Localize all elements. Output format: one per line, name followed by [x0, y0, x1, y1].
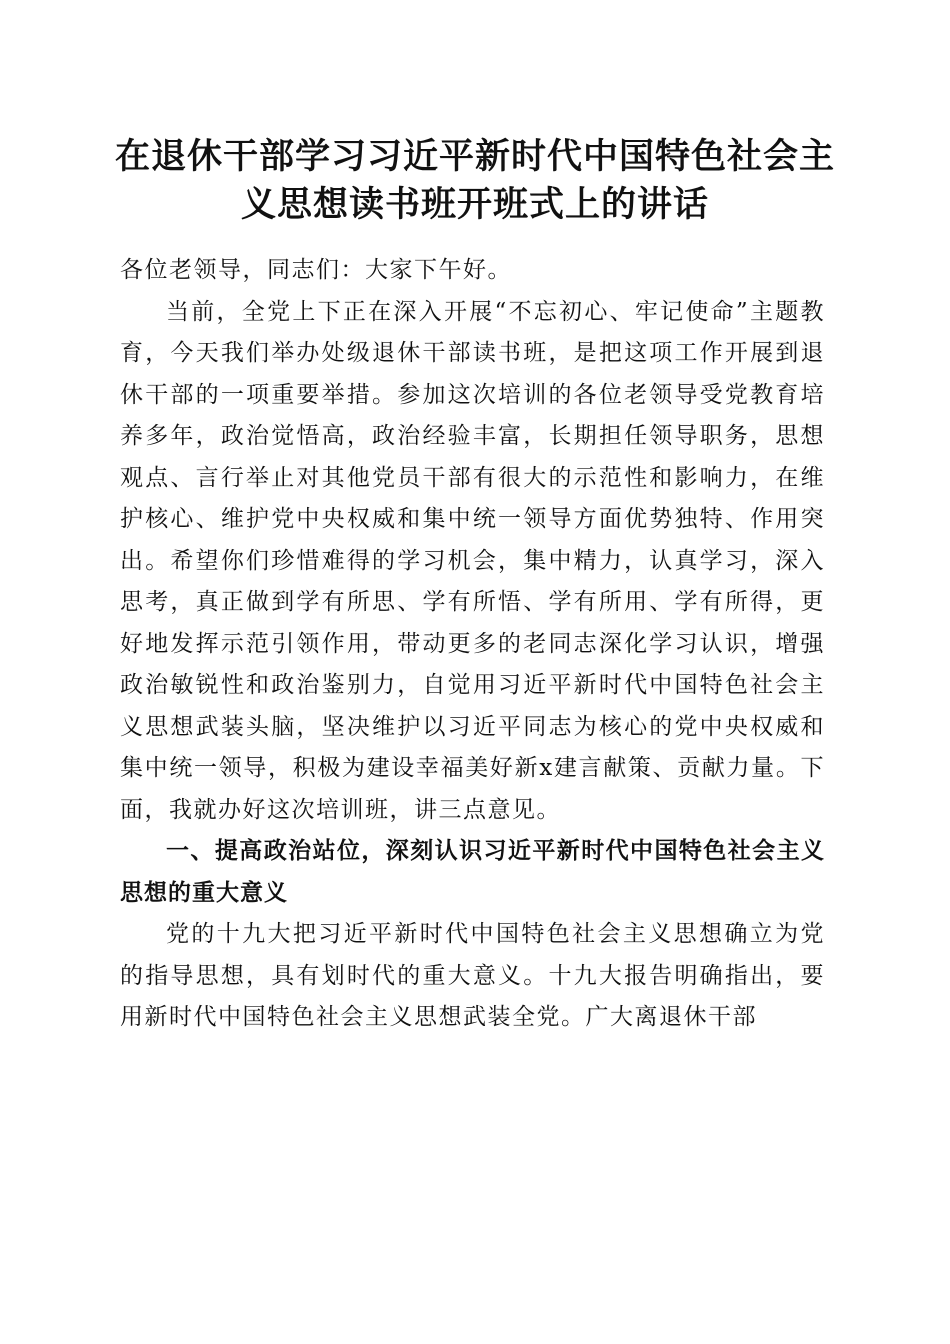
- greeting: 各位老领导，同志们：大家下午好。: [120, 257, 512, 283]
- paragraph-section-1: 党的十九大把习近平新时代中国特色社会主义思想确立为党的指导思想，具有划时代的重大意义。十九大报告明确指出，要用新时代中国特色社会主义思想武装全党。广大离退休干部: [120, 921, 825, 1030]
- section-heading-1: 一、提高政治站位，深刻认识习近平新时代中国特色社会主义思想的重大意义: [120, 838, 825, 906]
- title-line-2: 义思想读书班开班式上的讲话: [240, 184, 709, 225]
- document-body: [120, 250, 825, 1039]
- document-title: [100, 133, 850, 229]
- paragraph-intro: 当前，全党上下正在深入开展“不忘初心、牢记使命”主题教育，今天我们举办处级退休干部读书班，是把这项工作开展到退休干部的一项重要举措。参加这次培训的各位老领导受党教育培养多年，政治觉悟高，政治经验丰富，长期担任领导职务，思想观点、言行举止对其他党员干部有很大的示范性和影响力，在维护核心、维护党中央权威和集中统一领导方面优势独特、作用突出。希望你们珍惜难得的学习机会，集中精力，认真学习，深入思考，真正做到学有所思、学有所悟、学有所用、学有所得，更好地发挥示范引领作用，带动更多的老同志深化学习认识，增强政治敏锐性和政治鉴别力，自觉用习近平新时代中国特色社会主义思想武装头脑，坚决维护以习近平同志为核心的党中央权威和集中统一领导，积极为建设幸福美好新x建言献策、贡献力量。下面，我就办好这次培训班，讲三点意见。: [120, 298, 825, 823]
- title-line-1: 在退休干部学习习近平新时代中国特色社会主: [114, 136, 835, 177]
